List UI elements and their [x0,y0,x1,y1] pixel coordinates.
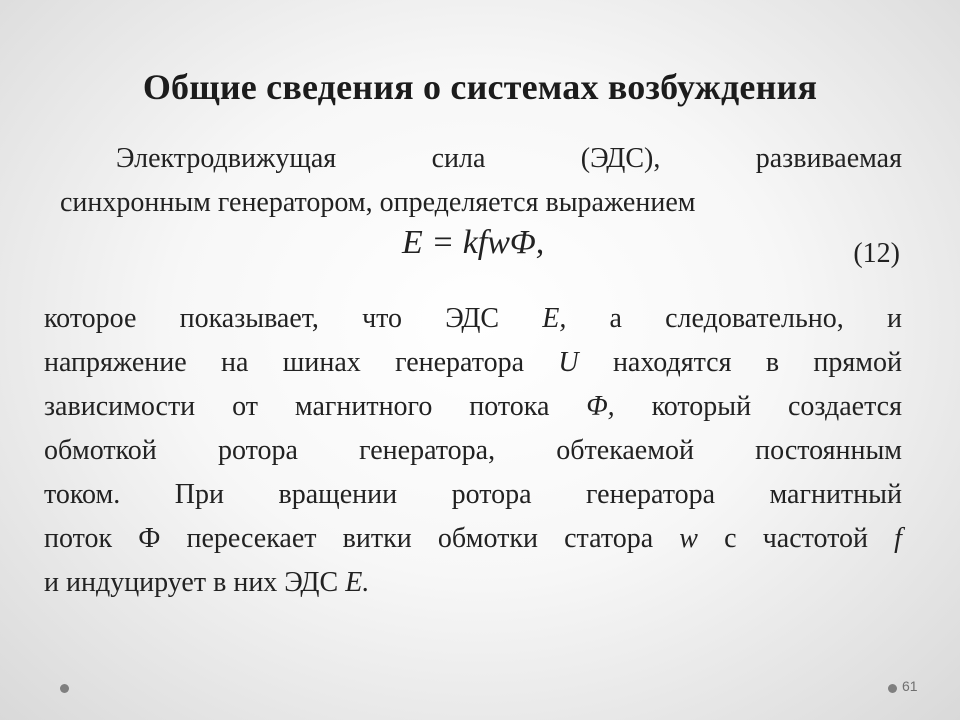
word: в [765,347,780,378]
formula: E = kfwΦ, [402,224,545,261]
word: обмоткой [44,435,157,466]
page-number: 61 [902,678,918,694]
word: находятся [612,347,732,378]
word: прямой [813,347,902,378]
word: При [174,479,224,510]
word: от [232,391,258,422]
word: них [233,567,278,598]
word: следовательно, [665,303,844,334]
word: ротора [451,479,532,510]
word: напряжение [44,347,187,378]
word: индуцирует [65,567,207,598]
word: сила [431,143,486,174]
body-paragraph [44,297,902,605]
word: генератора [395,347,525,378]
word: вращении [278,479,398,510]
word: и [44,567,59,598]
word: показывает, [179,303,319,334]
word: и [886,303,902,334]
word: обмотки [437,523,538,554]
word: зависимости [44,391,196,422]
symbol-E: E, [542,303,567,334]
intro-line: синхронным генератором, определяется выражением [60,187,696,218]
body-line [44,561,902,605]
word: (ЭДС), [580,143,661,174]
word: Ф [138,523,161,554]
word: что [362,303,403,334]
word: постоянным [755,435,902,466]
body-line [44,473,902,517]
word: а [609,303,622,334]
body-line [44,429,902,473]
symbol-U: U [558,347,579,378]
word: магнитного [294,391,433,422]
intro-paragraph [60,137,902,225]
word: током. [44,479,121,510]
word: ЭДС [445,303,500,334]
symbol-E: E. [345,567,370,598]
word: пересекает [186,523,317,554]
equation-number: (12) [853,238,900,269]
decorative-dot [60,684,69,693]
word: статора [564,523,654,554]
word: частотой [762,523,868,554]
body-line [44,385,902,429]
symbol-phi: Φ, [586,391,615,422]
word: генератора, [359,435,496,466]
word: в [213,567,227,598]
word: потока [469,391,550,422]
word: ЭДС [284,567,339,598]
word: который [651,391,752,422]
word: которое [44,303,137,334]
body-line [44,341,902,385]
word: на [221,347,249,378]
symbol-f: f [894,523,902,554]
word: магнитный [769,479,902,510]
symbol-w: w [679,523,698,554]
word: обтекаемой [556,435,694,466]
word: генератора [586,479,715,510]
body-line [44,297,902,341]
body-line [44,517,902,561]
slide-title: Общие сведения о системах возбуждения [142,67,818,107]
word: с [724,523,737,554]
word: Электродвижущая [116,143,337,174]
word: поток [44,523,113,554]
word: ротора [217,435,298,466]
decorative-dot [888,684,897,693]
word: развиваемая [755,143,902,174]
word: создается [788,391,902,422]
word: витки [342,523,412,554]
word: шинах [282,347,361,378]
intro-line [60,137,902,181]
